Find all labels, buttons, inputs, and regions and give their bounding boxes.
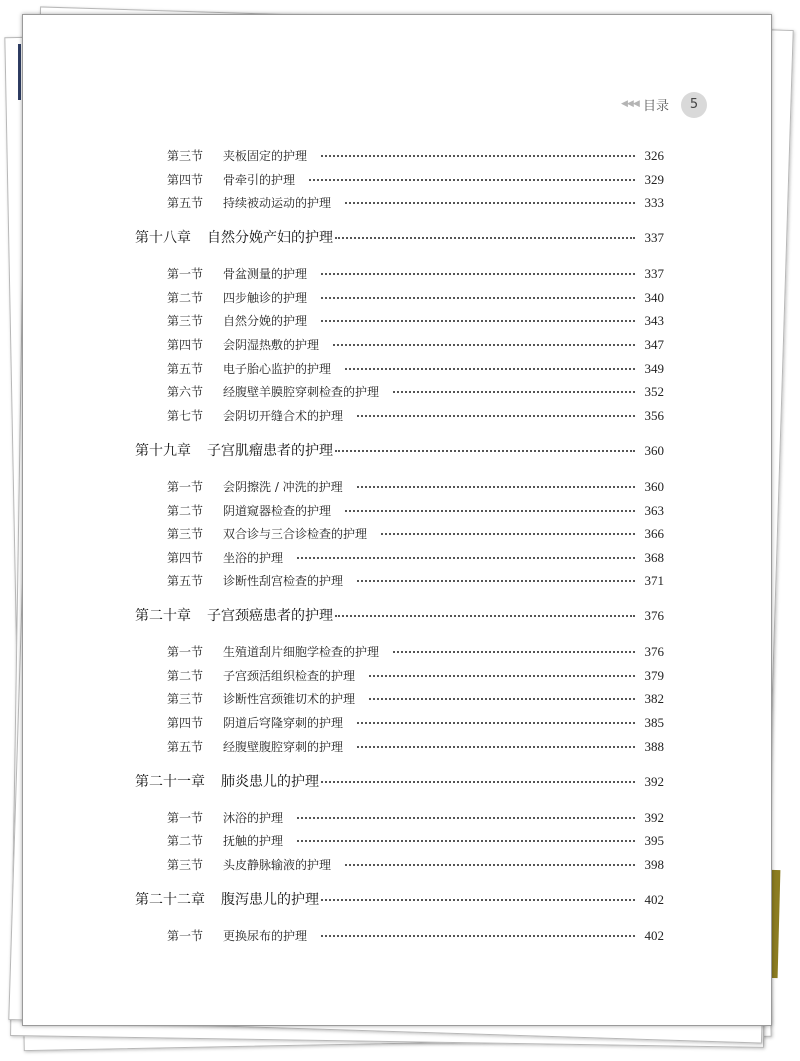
section-title: 自然分娩的护理 <box>223 314 308 328</box>
section-number: 第一节 <box>167 811 204 825</box>
section-title: 夹板固定的护理 <box>223 149 308 163</box>
page-reference: 337 <box>644 230 664 245</box>
dot-leader <box>357 580 635 582</box>
dot-leader <box>335 237 635 239</box>
dot-leader <box>321 155 635 157</box>
toc-section-entry[interactable] <box>23 193 771 213</box>
dot-leader <box>381 533 635 535</box>
page-reference: 363 <box>644 503 664 518</box>
toc-section-entry[interactable] <box>23 335 771 355</box>
page-reference: 398 <box>644 857 664 872</box>
section-title: 电子胎心监护的护理 <box>223 362 332 376</box>
page-reference: 352 <box>644 384 664 399</box>
dot-leader <box>357 415 635 417</box>
section-number: 第一节 <box>167 929 204 943</box>
chapter-title: 肺炎患儿的护理 <box>221 774 319 790</box>
dot-leader <box>345 510 635 512</box>
section-title: 沐浴的护理 <box>223 811 284 825</box>
section-title: 更换尿布的护理 <box>223 929 308 943</box>
toc-section-entry[interactable] <box>23 737 771 757</box>
toc-section-entry[interactable] <box>23 666 771 686</box>
chapter-number: 第二十章 <box>135 608 191 624</box>
dot-leader <box>321 320 635 322</box>
section-number: 第四节 <box>167 173 204 187</box>
section-number: 第五节 <box>167 740 204 754</box>
section-number: 第五节 <box>167 362 204 376</box>
section-title: 会阴擦洗 / 冲洗的护理 <box>223 480 343 494</box>
section-number: 第一节 <box>167 645 204 659</box>
section-title: 子宫颈活组织检查的护理 <box>223 669 356 683</box>
page-header <box>23 15 771 114</box>
section-number: 第二节 <box>167 291 204 305</box>
page-reference: 385 <box>644 715 664 730</box>
toc-section-entry[interactable] <box>23 524 771 544</box>
page-reference: 349 <box>644 361 664 376</box>
toc-section-entry[interactable] <box>23 808 771 828</box>
dot-leader <box>321 935 635 937</box>
section-title: 持续被动运动的护理 <box>223 196 332 210</box>
section-number: 第三节 <box>167 527 204 541</box>
page-reference: 360 <box>644 443 664 458</box>
section-title: 头皮静脉输液的护理 <box>223 858 332 872</box>
toc-section-entry[interactable] <box>23 926 771 946</box>
page-number: 5 <box>681 92 707 118</box>
page-reference: 329 <box>644 172 664 187</box>
dot-leader <box>357 486 635 488</box>
toc-section-entry[interactable] <box>23 264 771 284</box>
page-reference: 347 <box>644 337 664 352</box>
dot-leader <box>333 344 635 346</box>
chapter-title: 腹泻患儿的护理 <box>221 892 319 908</box>
section-title: 骨盆测量的护理 <box>223 267 308 281</box>
dot-leader <box>321 297 635 299</box>
section-number: 第六节 <box>167 385 204 399</box>
dot-leader <box>369 675 635 677</box>
page-reference: 343 <box>644 313 664 328</box>
dot-leader <box>345 368 635 370</box>
section-number: 第三节 <box>167 314 204 328</box>
toc-section-entry[interactable] <box>23 501 771 521</box>
toc-section-entry[interactable] <box>23 406 771 426</box>
toc-page <box>22 14 772 1026</box>
dot-leader <box>345 202 635 204</box>
section-title: 会阴切开缝合术的护理 <box>223 409 344 423</box>
section-title: 阴道窥器检查的护理 <box>223 504 332 518</box>
toc-section-entry[interactable] <box>23 831 771 851</box>
section-number: 第二节 <box>167 669 204 683</box>
section-number: 第七节 <box>167 409 204 423</box>
section-title: 双合诊与三合诊检查的护理 <box>223 527 368 541</box>
section-title: 阴道后穹隆穿刺的护理 <box>223 716 344 730</box>
toc-chapter-entry[interactable] <box>23 228 771 248</box>
toc-section-entry[interactable] <box>23 642 771 662</box>
section-number: 第五节 <box>167 574 204 588</box>
dot-leader <box>321 899 635 901</box>
page-reference: 402 <box>644 892 664 907</box>
page-reference: 392 <box>644 774 664 789</box>
section-number: 第四节 <box>167 338 204 352</box>
dot-leader <box>357 746 635 748</box>
page-reference: 402 <box>644 928 664 943</box>
page-reference: 392 <box>644 810 664 825</box>
dot-leader <box>369 698 635 700</box>
dot-leader <box>393 391 635 393</box>
toc-section-entry[interactable] <box>23 170 771 190</box>
section-title: 抚触的护理 <box>223 834 284 848</box>
page-reference: 326 <box>644 148 664 163</box>
page-reference: 337 <box>644 266 664 281</box>
chapter-number: 第十九章 <box>135 443 191 459</box>
toc-section-entry[interactable] <box>23 855 771 875</box>
toc-section-entry[interactable] <box>23 146 771 166</box>
chapter-number: 第十八章 <box>135 230 191 246</box>
toc-chapter-entry[interactable] <box>23 606 771 626</box>
toc-section-entry[interactable] <box>23 548 771 568</box>
dot-leader <box>309 179 635 181</box>
toc-section-entry[interactable] <box>23 311 771 331</box>
section-title: 经腹壁腹腔穿刺的护理 <box>223 740 344 754</box>
section-number: 第一节 <box>167 267 204 281</box>
page-reference: 379 <box>644 668 664 683</box>
toc-section-entry[interactable] <box>23 689 771 709</box>
dot-leader <box>335 615 635 617</box>
page-reference: 388 <box>644 739 664 754</box>
toc-section-entry[interactable] <box>23 571 771 591</box>
book-cover-edge <box>18 44 21 100</box>
page-reference: 376 <box>644 608 664 623</box>
chapter-title: 子宫肌瘤患者的护理 <box>207 443 333 459</box>
toc-section-entry[interactable] <box>23 713 771 733</box>
toc-section-entry[interactable] <box>23 288 771 308</box>
chapter-number: 第二十一章 <box>135 774 205 790</box>
toc-chapter-entry[interactable] <box>23 772 771 792</box>
toc-section-entry[interactable] <box>23 359 771 379</box>
section-title: 诊断性宫颈锥切术的护理 <box>223 692 356 706</box>
section-title: 经腹壁羊膜腔穿刺检查的护理 <box>223 385 380 399</box>
page-reference: 366 <box>644 526 664 541</box>
toc-chapter-entry[interactable] <box>23 890 771 910</box>
dot-leader <box>297 840 635 842</box>
toc-section-entry[interactable] <box>23 382 771 402</box>
dot-leader <box>297 817 635 819</box>
dot-leader <box>321 781 635 783</box>
dot-leader <box>393 651 635 653</box>
dot-leader <box>335 450 635 452</box>
section-number: 第四节 <box>167 716 204 730</box>
page-reference: 360 <box>644 479 664 494</box>
section-number: 第三节 <box>167 858 204 872</box>
page-reference: 371 <box>644 573 664 588</box>
page-reference: 340 <box>644 290 664 305</box>
section-number: 第五节 <box>167 196 204 210</box>
section-number: 第四节 <box>167 551 204 565</box>
chapter-number: 第二十二章 <box>135 892 205 908</box>
toc-chapter-entry[interactable] <box>23 441 771 461</box>
page-reference: 382 <box>644 691 664 706</box>
section-title: 会阴湿热敷的护理 <box>223 338 320 352</box>
page-reference: 356 <box>644 408 664 423</box>
section-number: 第二节 <box>167 504 204 518</box>
toc-section-entry[interactable] <box>23 477 771 497</box>
dot-leader <box>357 722 635 724</box>
chapter-title: 子宫颈癌患者的护理 <box>207 608 333 624</box>
dot-leader <box>321 273 635 275</box>
header-title: 目录 <box>643 99 670 114</box>
chapter-title: 自然分娩产妇的护理 <box>207 230 333 246</box>
section-number: 第三节 <box>167 149 204 163</box>
dot-leader <box>297 557 635 559</box>
rewind-arrows-icon: ◀◀◀ <box>621 99 639 109</box>
section-title: 生殖道刮片细胞学检查的护理 <box>223 645 380 659</box>
section-title: 四步触诊的护理 <box>223 291 308 305</box>
section-title: 诊断性刮宫检查的护理 <box>223 574 344 588</box>
dot-leader <box>345 864 635 866</box>
section-number: 第一节 <box>167 480 204 494</box>
section-number: 第三节 <box>167 692 204 706</box>
page-reference: 376 <box>644 644 664 659</box>
section-title: 骨牵引的护理 <box>223 173 296 187</box>
page-reference: 395 <box>644 833 664 848</box>
section-number: 第二节 <box>167 834 204 848</box>
section-title: 坐浴的护理 <box>223 551 284 565</box>
page-reference: 333 <box>644 195 664 210</box>
page-reference: 368 <box>644 550 664 565</box>
